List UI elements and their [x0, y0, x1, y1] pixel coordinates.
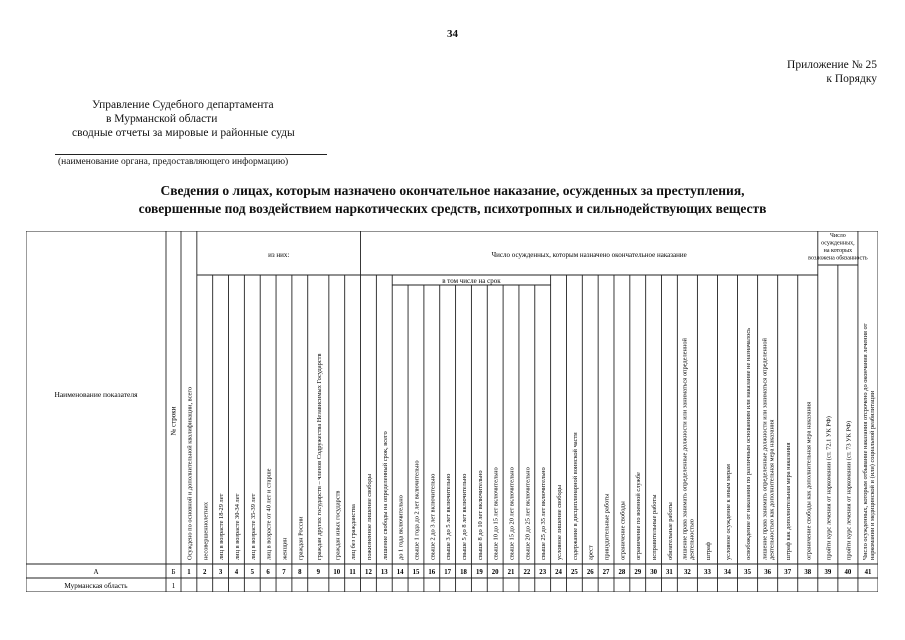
org-line-2: в Мурманской области — [106, 113, 218, 125]
column-header-13: лишение свободы на определенный срок, всего — [381, 431, 389, 560]
appendix-line-1: Приложение № 25 — [787, 59, 877, 71]
index-cell: 4 — [234, 569, 239, 576]
column-header-27: принудительные работы — [603, 493, 611, 560]
column-header-25: содержание в дисциплинарной воинской части — [571, 432, 579, 560]
line-no-header: № строки — [169, 406, 178, 436]
column-header-40: пройти курс лечения от наркомании (ст. 73 УК РФ) — [845, 420, 853, 560]
column-header-34: условное осуждение к иным мерам — [725, 464, 733, 560]
index-cell: 14 — [396, 569, 404, 576]
index-cell: 32 — [683, 569, 691, 576]
column-header-24: условное лишение свободы — [556, 484, 564, 560]
group-treatment-label: Число — [829, 233, 846, 239]
group-term-label: в том числе на срок — [442, 277, 501, 285]
column-header-30: исправительные работы — [651, 494, 659, 560]
org-caption: (наименование органа, предоставляющего информацию) — [58, 157, 289, 167]
column-header-33: штраф — [704, 542, 712, 560]
index-cell: 21 — [507, 569, 515, 576]
index-cell: 23 — [539, 569, 547, 576]
index-cell: 38 — [804, 569, 812, 576]
column-header-36: деятельностью как дополнительная мера наказания — [768, 419, 776, 560]
column-header-6: лиц в возрасте от 40 лет и старше — [265, 468, 273, 560]
index-cell: 25 — [570, 569, 578, 576]
index-cell: 20 — [491, 569, 499, 576]
column-header-3: лиц в возрасте 18-29 лет — [218, 493, 226, 560]
index-cell: 22 — [523, 569, 531, 576]
column-header-17: свыше 3 до 5 лет включительно — [445, 473, 453, 560]
column-header-22: свыше 20 до 25 лет включительно — [524, 467, 532, 560]
column-header-36: лишение права занимать определенные должности или заниматься определенной — [761, 338, 769, 560]
index-cell: 27 — [602, 569, 610, 576]
title-line-1: Сведения о лицах, которым назначено окончательное наказание, осужденных за преступления, — [160, 183, 745, 198]
page-number: 34 — [447, 28, 458, 40]
column-header-31: обязательные работы — [666, 502, 674, 560]
column-header-35: освобождение от наказания по различным основаниям или наказание не назначалось — [745, 327, 753, 560]
column-header-7: женщин — [281, 537, 289, 560]
column-header-14: до 1 года включительно — [397, 495, 405, 560]
data-row-line: 1 — [171, 582, 176, 590]
index-cell: 19 — [475, 569, 483, 576]
column-header-41: наркомании и медицинской и (или) социальной реабилитации — [868, 390, 876, 560]
index-cell: 24 — [555, 569, 562, 576]
index-cell: 11 — [349, 569, 356, 576]
index-cell: 13 — [380, 569, 388, 576]
report-table — [26, 231, 878, 592]
column-header-26: арест — [587, 545, 595, 560]
index-cell: 3 — [218, 569, 223, 576]
column-header-5: лиц в возрасте 35-39 лет — [249, 493, 257, 560]
column-header-21: свыше 15 до 20 лет включительно — [508, 467, 516, 560]
org-line-1: Управление Судебного департамента — [92, 99, 274, 111]
index-cell-a: А — [93, 568, 99, 576]
index-cell: 10 — [333, 569, 341, 576]
column-header-2: несовершеннолетних — [202, 501, 210, 560]
index-cell: 12 — [365, 569, 372, 576]
index-cell: 41 — [864, 569, 872, 576]
row-header-label: Наименование показателя — [54, 390, 138, 399]
document-title — [0, 182, 905, 218]
index-cell: 28 — [618, 569, 626, 576]
column-header-32: лишение права занимать определенные должности или заниматься определенной — [681, 338, 689, 560]
group-treatment-label: осужденных, — [821, 240, 855, 247]
index-cell: 1 — [187, 569, 191, 576]
index-cell: 31 — [666, 569, 673, 576]
column-header-19: свыше 8 до 10 лет включительно — [476, 470, 484, 560]
index-cell: 7 — [282, 569, 286, 576]
org-line-3: сводные отчеты за мировые и районные суды — [72, 127, 295, 139]
appendix-line-2: к Порядку — [826, 73, 877, 85]
index-cell: 34 — [724, 569, 731, 576]
index-cell: 9 — [316, 569, 320, 576]
index-cell: 37 — [784, 569, 792, 576]
column-header-29: ограничение по военной службе — [635, 472, 643, 560]
column-header-12: пожизненное лишение свободы — [365, 473, 373, 560]
org-underline — [55, 154, 327, 155]
column-header-8: граждан России — [297, 516, 305, 560]
index-cell: 18 — [460, 569, 467, 576]
index-cell: 26 — [586, 569, 594, 576]
index-cell: 17 — [444, 569, 452, 576]
group-main-label: Число осужденных, которым назначено окончательное наказание — [491, 251, 687, 259]
index-cell-b: Б — [171, 568, 176, 576]
index-cell: 36 — [764, 569, 772, 576]
column-header-4: лиц в возрасте 30-34 лет — [233, 493, 241, 560]
column-header-39: пройти курс лечения от наркомании (ст. 72.1 УК РФ) — [825, 416, 833, 560]
index-cell: 15 — [412, 569, 420, 576]
index-cell: 39 — [824, 569, 832, 576]
index-cell: 2 — [203, 569, 207, 576]
column-header-1: Осуждено по основной и дополнительной квалификации, всего — [186, 386, 194, 560]
column-header-23: свыше 25 до 35 лет включительно — [540, 467, 548, 560]
column-header-18: свыше 5 до 8 лет включительно — [460, 473, 468, 560]
index-cell: 35 — [744, 569, 751, 576]
index-cell: 29 — [634, 569, 642, 576]
column-header-9: граждан других государств – членов Содружества Независимых Государств — [315, 353, 323, 560]
index-cell: 33 — [704, 569, 711, 576]
appendix-reference — [787, 58, 877, 86]
title-line-2: совершенные под воздействием наркотических средств, психотропных и сильнодействующих веществ — [138, 201, 767, 216]
index-cell: 30 — [650, 569, 657, 576]
column-header-10: граждан иных государств — [334, 490, 342, 560]
index-cell: 8 — [298, 569, 302, 576]
column-header-38: ограничение свободы как дополнительная мера наказания — [805, 401, 813, 560]
index-cell: 5 — [250, 569, 254, 576]
group-treatment-label: на которых — [823, 248, 853, 254]
column-header-41: Число осужденных, которым отбывание наказания отсрочено до окончания лечения от — [861, 323, 869, 560]
column-header-37: штраф как дополнительная мера наказания — [785, 442, 793, 560]
column-header-15: свыше 1 года до 2 лет включительно — [413, 460, 421, 560]
index-cell: 6 — [266, 569, 270, 576]
column-header-20: свыше 10 до 15 лет включительно — [492, 467, 500, 560]
group-treatment-label: возложена обязанность — [808, 255, 868, 262]
index-cell: 40 — [844, 569, 852, 576]
column-header-32: деятельностью — [688, 519, 696, 560]
group-iz-nih-label: из них: — [268, 251, 290, 259]
index-cell: 16 — [428, 569, 436, 576]
data-row-name: Мурманская область — [64, 582, 128, 590]
column-header-28: ограничение свободы — [619, 501, 627, 560]
column-header-16: свыше 2 до 3 лет включительно — [429, 473, 437, 560]
column-header-11: лиц без гражданства — [350, 504, 358, 560]
